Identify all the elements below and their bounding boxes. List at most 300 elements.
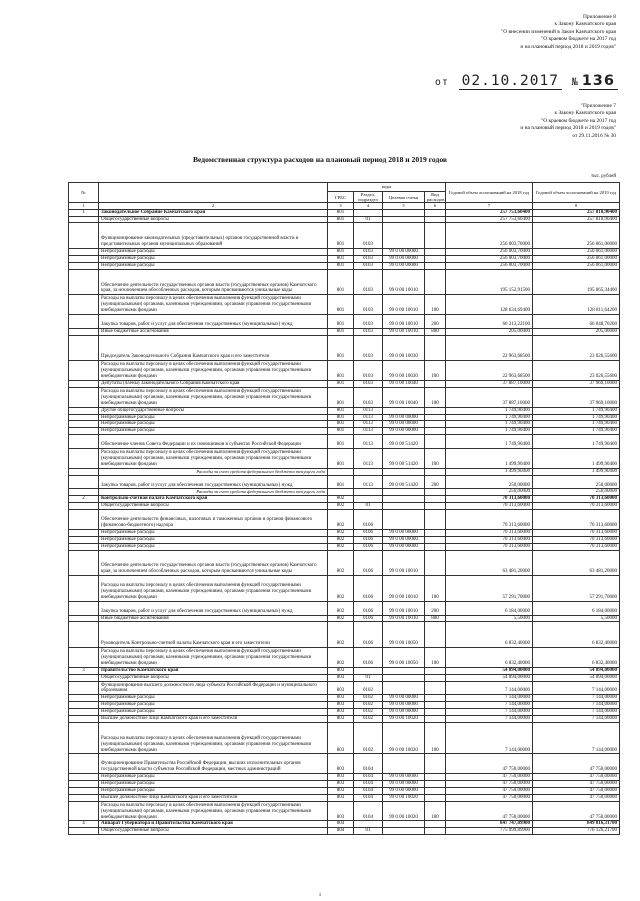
row-target: 99 0 00 10040 (383, 381, 425, 388)
table-row (69, 449, 620, 469)
row-grbs: 803 (328, 702, 354, 709)
column-index-cell: 6 (425, 203, 446, 209)
row-amount-2019: 7 144,00000 (533, 681, 620, 695)
row-razdel: 0103 (354, 381, 383, 388)
row-vid (425, 503, 446, 510)
row-number (69, 262, 99, 269)
row-name: Расходы за счет средств федерального бюджета текущего года (99, 489, 328, 496)
row-name: Правительство Камчатского края (99, 667, 328, 674)
row-target: 99 0 00 10010 (383, 315, 425, 329)
table-row (69, 787, 620, 794)
row-number (69, 576, 99, 602)
row-number (69, 801, 99, 821)
row-name: Непрограммные расходы (99, 695, 328, 702)
row-grbs: 803 (328, 754, 354, 774)
row-razdel: 0106 (354, 529, 383, 536)
row-amount-2019: 7 144,00000 (533, 722, 620, 754)
row-number (69, 543, 99, 550)
stamp-no-label: № (571, 77, 579, 88)
row-vid: 200 (425, 475, 446, 489)
table-row (69, 328, 620, 335)
row-number (69, 421, 99, 428)
row-name: Аппарат Губернатора и Правительства Камчатского края (99, 821, 328, 828)
row-target: 99 0 00 00000 (383, 709, 425, 716)
row-target (383, 216, 425, 223)
row-vid (425, 550, 446, 576)
table-row (69, 622, 620, 648)
table-row (69, 414, 620, 421)
row-number (69, 681, 99, 695)
table-row (69, 381, 620, 388)
row-grbs: 801 (328, 335, 354, 361)
row-amount-2018: 7 144,00000 (446, 709, 533, 716)
table-note-row (69, 489, 620, 496)
row-vid (425, 489, 446, 496)
col-header-codes: коды (328, 183, 446, 192)
row-target: 99 0 00 10040 (383, 387, 425, 407)
row-grbs: 802 (328, 622, 354, 648)
row-vid (425, 709, 446, 716)
row-number (69, 335, 99, 361)
table-note-row (69, 468, 620, 475)
table-body (69, 209, 620, 835)
stamp-prefix: от (434, 77, 449, 88)
table-row (69, 335, 620, 361)
table-row (69, 421, 620, 428)
row-amount-2018: 70 313,60000 (446, 510, 533, 530)
row-amount-2019: 7 144,00000 (533, 716, 620, 723)
header-line: "О внесении изменений в Закон Камчатского края (501, 28, 616, 35)
row-name: Функционирование высшего должностного лица субъекта Российской Федерации и муниципального образования (99, 681, 328, 695)
row-razdel: 0103 (354, 328, 383, 335)
row-grbs: 801 (328, 223, 354, 249)
row-vid (425, 695, 446, 702)
row-amount-2018: 1 749,90400 (446, 428, 533, 435)
table-row (69, 361, 620, 381)
row-number (69, 295, 99, 315)
row-name: Непрограммные расходы (99, 414, 328, 421)
stamp-number: 136 (579, 73, 618, 90)
row-amount-2018: 66 313,22100 (446, 315, 533, 329)
row-name: Председатель Законодательного Собрания Камчатского края и его заместители (99, 335, 328, 361)
row-name: Непрограммные расходы (99, 536, 328, 543)
row-number (69, 648, 99, 668)
row-vid: 100 (425, 361, 446, 381)
row-razdel (354, 496, 383, 503)
row-number (69, 414, 99, 421)
row-razdel: 0106 (354, 576, 383, 602)
row-number (69, 428, 99, 435)
row-razdel: 0113 (354, 414, 383, 421)
table-row (69, 702, 620, 709)
row-grbs: 803 (328, 709, 354, 716)
row-vid (425, 262, 446, 269)
row-name: Обеспечение деятельности государственных органов власти (государственных органов) Камчатского края, за исключением обособленных расходов, которым присваиваются уникальные коды (99, 269, 328, 295)
row-amount-2019: 6 832,40000 (533, 622, 620, 648)
row-grbs: 803 (328, 794, 354, 801)
row-amount-2018: 847 747,09900 (446, 821, 533, 828)
row-grbs: 801 (328, 209, 354, 216)
row-amount-2019: 63 481,20000 (533, 550, 620, 576)
row-razdel: 0103 (354, 269, 383, 295)
row-razdel: 0103 (354, 315, 383, 329)
row-razdel: 0103 (354, 262, 383, 269)
row-number: 4 (69, 821, 99, 828)
row-vid (425, 794, 446, 801)
col-header-name (99, 183, 328, 203)
table-row (69, 295, 620, 315)
row-target (383, 489, 425, 496)
row-grbs (328, 489, 354, 496)
row-razdel: 0106 (354, 543, 383, 550)
col-header-2018: Годовой объем ассигнований на 2018 год (446, 183, 533, 203)
column-index-cell: 3 (328, 203, 354, 209)
row-amount-2019: 47 750,00000 (533, 794, 620, 801)
column-index-cell: 2 (99, 203, 328, 209)
row-grbs: 801 (328, 387, 354, 407)
table-row (69, 695, 620, 702)
row-amount-2019: 1 499,90400 (533, 468, 620, 475)
row-amount-2018: 63 481,20000 (446, 550, 533, 576)
row-number (69, 601, 99, 615)
row-vid: 200 (425, 315, 446, 329)
row-amount-2019: 1 749,90400 (533, 421, 620, 428)
row-target: 99 0 00 51420 (383, 475, 425, 489)
row-name: Общегосударственные вопросы (99, 503, 328, 510)
row-vid (425, 407, 446, 414)
table-row (69, 249, 620, 256)
row-number (69, 489, 99, 496)
row-target: 99 0 00 51420 (383, 449, 425, 469)
row-grbs: 802 (328, 503, 354, 510)
row-name: Функционирование законодательных (представительных) органов государственной власти и представительных органов муниципальных образований (99, 223, 328, 249)
row-vid (425, 754, 446, 774)
row-razdel: 0113 (354, 421, 383, 428)
row-razdel: 0103 (354, 295, 383, 315)
row-amount-2019: 256 061,00000 (533, 223, 620, 249)
row-razdel: 0102 (354, 709, 383, 716)
row-amount-2018: 47 750,00000 (446, 801, 533, 821)
row-grbs: 801 (328, 255, 354, 262)
row-name: Высшее должностное лицо Камчатского края и его заместители (99, 794, 328, 801)
row-amount-2018: 70 313,60000 (446, 529, 533, 536)
row-target: 99 0 00 00000 (383, 529, 425, 536)
row-name: Расходы на выплаты персоналу в целях обеспечения выполнения функций государственными (муниципальными) органами, казенными учреждениями, органами управления государственными внебюджетными фондами (99, 295, 328, 315)
column-index-cell: 1 (69, 203, 99, 209)
row-name: Непрограммные расходы (99, 543, 328, 550)
row-name: Законодательное Собрание Камчатского края (99, 209, 328, 216)
row-number (69, 315, 99, 329)
row-razdel (354, 667, 383, 674)
row-target (383, 223, 425, 249)
row-grbs: 804 (328, 828, 354, 835)
row-number (69, 223, 99, 249)
row-grbs: 801 (328, 295, 354, 315)
col-header-no: № (69, 183, 99, 203)
table-row (69, 216, 620, 223)
row-vid: 100 (425, 295, 446, 315)
row-grbs: 803 (328, 774, 354, 781)
row-name: Обеспечение деятельности государственных органов власти (государственных органов) Камчатского края, за исключением обособленных расходов, которым присваиваются уникальные коды (99, 550, 328, 576)
row-amount-2019: 256 061,00000 (533, 249, 620, 256)
row-vid (425, 223, 446, 249)
col-header-vid: Вид расходов (425, 192, 446, 203)
table-row (69, 781, 620, 788)
row-vid (425, 667, 446, 674)
row-name: Непрограммные расходы (99, 774, 328, 781)
row-amount-2019: 5,50000 (533, 615, 620, 622)
row-amount-2018: 70 313,60000 (446, 496, 533, 503)
row-amount-2018: 250,00000 (446, 475, 533, 489)
row-amount-2019: 849 816,31700 (533, 821, 620, 828)
row-vid (425, 681, 446, 695)
row-name: Непрограммные расходы (99, 262, 328, 269)
row-target: 99 0 00 10020 (383, 722, 425, 754)
row-amount-2019: 7 144,00000 (533, 702, 620, 709)
table-row (69, 828, 620, 835)
header-line: Приложение 8 (583, 14, 616, 20)
table-row (69, 667, 620, 674)
row-number (69, 615, 99, 622)
row-name: Закупка товаров, работ и услуг для обеспечения государственных (муниципальных) нужд (99, 601, 328, 615)
row-grbs: 802 (328, 496, 354, 503)
row-target (383, 209, 425, 216)
row-number (69, 249, 99, 256)
row-vid (425, 702, 446, 709)
row-vid (425, 421, 446, 428)
row-grbs: 802 (328, 648, 354, 668)
row-number (69, 269, 99, 295)
row-amount-2018: 256 003,70000 (446, 255, 533, 262)
row-number (69, 781, 99, 788)
row-razdel: 0106 (354, 622, 383, 648)
row-grbs: 801 (328, 328, 354, 335)
row-target (383, 496, 425, 503)
row-amount-2018: 54 894,00000 (446, 667, 533, 674)
row-name: Расходы на выплаты персоналу в целях обеспечения выполнения функций государственными (муниципальными) органами, казенными учреждениями, органами управления государственными внебюджетными фондами (99, 648, 328, 668)
table-row (69, 709, 620, 716)
row-amount-2019: 128 811,64200 (533, 295, 620, 315)
row-name: Непрограммные расходы (99, 529, 328, 536)
row-number (69, 387, 99, 407)
row-amount-2018: 54 894,00000 (446, 674, 533, 681)
row-amount-2018: 6 184,00000 (446, 601, 533, 615)
row-razdel: 0104 (354, 774, 383, 781)
col-header-2019: Годовой объем ассигнований на 2019 год (533, 183, 620, 203)
header-line: к Закону Камчатского края (554, 110, 616, 117)
row-number (69, 449, 99, 469)
row-razdel: 0104 (354, 794, 383, 801)
row-target: 99 0 00 10010 (383, 328, 425, 335)
row-amount-2019: 70 313,60000 (533, 503, 620, 510)
row-vid (425, 543, 446, 550)
row-name: Непрограммные расходы (99, 255, 328, 262)
row-vid: 200 (425, 601, 446, 615)
table-row (69, 774, 620, 781)
date-number-stamp (435, 73, 618, 89)
row-amount-2018: 1 499,90400 (446, 468, 533, 475)
row-razdel: 0103 (354, 249, 383, 256)
row-grbs: 802 (328, 536, 354, 543)
row-vid (425, 821, 446, 828)
row-razdel: 0106 (354, 536, 383, 543)
row-amount-2019: 23 026,55600 (533, 361, 620, 381)
row-razdel: 0113 (354, 435, 383, 449)
row-grbs: 804 (328, 821, 354, 828)
table-row (69, 615, 620, 622)
row-vid (425, 381, 446, 388)
row-amount-2019: 47 750,00000 (533, 787, 620, 794)
table-row (69, 223, 620, 249)
row-razdel: 0106 (354, 601, 383, 615)
row-amount-2018: 57 291,70000 (446, 576, 533, 602)
row-amount-2019: 7 144,00000 (533, 695, 620, 702)
row-name: Расходы на выплаты персоналу в целях обеспечения выполнения функций государственными (муниципальными) органами, казенными учреждениями, органами управления государственными внебюджетными фондами (99, 576, 328, 602)
row-amount-2018: 1 749,90400 (446, 435, 533, 449)
row-vid (425, 536, 446, 543)
row-razdel (354, 489, 383, 496)
table-row (69, 794, 620, 801)
row-number (69, 674, 99, 681)
row-target (383, 821, 425, 828)
row-vid: 100 (425, 722, 446, 754)
table-row (69, 503, 620, 510)
row-razdel: 01 (354, 503, 383, 510)
row-number (69, 622, 99, 648)
row-amount-2019: 6 832,40000 (533, 648, 620, 668)
row-amount-2018: 22 963,68500 (446, 335, 533, 361)
row-grbs: 802 (328, 615, 354, 622)
row-grbs: 802 (328, 510, 354, 530)
row-amount-2018: 195 152,91500 (446, 269, 533, 295)
row-target (383, 667, 425, 674)
row-amount-2018: 70 313,60000 (446, 543, 533, 550)
row-target: 99 0 00 00000 (383, 702, 425, 709)
row-grbs: 803 (328, 681, 354, 695)
row-amount-2019: 250,00000 (533, 475, 620, 489)
row-amount-2019: 195 065,34400 (533, 269, 620, 295)
row-target: 99 0 00 00000 (383, 249, 425, 256)
row-grbs: 801 (328, 449, 354, 469)
table-row (69, 648, 620, 668)
row-target: 99 0 00 00000 (383, 255, 425, 262)
row-target: 99 0 00 00000 (383, 428, 425, 435)
row-vid: 800 (425, 615, 446, 622)
header-line: "Приложение 7 (580, 103, 616, 109)
row-amount-2018: 70 313,60000 (446, 536, 533, 543)
table-row (69, 543, 620, 550)
row-target: 99 0 00 10030 (383, 361, 425, 381)
row-target: 99 0 00 10050 (383, 622, 425, 648)
row-vid (425, 216, 446, 223)
column-index-cell: 7 (446, 203, 533, 209)
table-row (69, 576, 620, 602)
table-row (69, 821, 620, 828)
row-razdel: 0106 (354, 510, 383, 530)
header-line: "О краевом бюджете на 2017 год (541, 117, 616, 124)
row-vid: 100 (425, 387, 446, 407)
row-name: Непрограммные расходы (99, 249, 328, 256)
col-header-grbs: ГРБС (328, 192, 354, 203)
row-target: 99 0 00 10020 (383, 801, 425, 821)
row-number (69, 787, 99, 794)
row-amount-2018: 257 753,60400 (446, 209, 533, 216)
units-label: тыс. рублей (591, 174, 616, 179)
row-target (383, 754, 425, 774)
row-vid (425, 622, 446, 648)
row-amount-2019: 6 184,00000 (533, 601, 620, 615)
appendix-header-bottom (520, 103, 616, 140)
row-number (69, 468, 99, 475)
row-razdel: 0104 (354, 801, 383, 821)
row-razdel: 0103 (354, 223, 383, 249)
row-razdel: 01 (354, 828, 383, 835)
row-target (383, 681, 425, 695)
row-amount-2018: 7 144,00000 (446, 702, 533, 709)
row-number (69, 828, 99, 835)
row-target: 99 0 00 00000 (383, 543, 425, 550)
table-row (69, 510, 620, 530)
row-amount-2019: 70 313,60000 (533, 496, 620, 503)
row-amount-2018: 1 749,90400 (446, 414, 533, 421)
row-vid (425, 716, 446, 723)
table-row (69, 407, 620, 414)
row-name: Обеспечение деятельности финансовых, налоговых и таможенных органов и органов финансового (финансово-бюджетного) надзора (99, 510, 328, 530)
row-amount-2018: 1 499,90400 (446, 449, 533, 469)
table-row (69, 209, 620, 216)
row-target: 99 0 00 10010 (383, 576, 425, 602)
row-name: Непрограммные расходы (99, 781, 328, 788)
row-amount-2018: 70 313,60000 (446, 503, 533, 510)
row-razdel: 0113 (354, 407, 383, 414)
row-number (69, 695, 99, 702)
row-amount-2018: 6 832,40000 (446, 648, 533, 668)
row-amount-2018: 256 003,70000 (446, 223, 533, 249)
row-grbs: 802 (328, 529, 354, 536)
row-target: 99 0 00 10050 (383, 648, 425, 668)
row-vid (425, 269, 446, 295)
table-row (69, 435, 620, 449)
row-grbs: 802 (328, 601, 354, 615)
appendix-header-top (501, 14, 616, 51)
row-number: 1 (69, 209, 99, 216)
row-name: Обеспечение членов Совета Федерации и их помощников в субъектах Российской Федерации (99, 435, 328, 449)
row-amount-2019: 47 750,00000 (533, 801, 620, 821)
row-amount-2019: 37 969,10000 (533, 381, 620, 388)
row-amount-2019: 256 061,00000 (533, 262, 620, 269)
table-row (69, 262, 620, 269)
row-target: 99 0 00 51420 (383, 435, 425, 449)
table-row (69, 475, 620, 489)
row-number (69, 529, 99, 536)
table-row (69, 255, 620, 262)
row-grbs (328, 468, 354, 475)
row-number (69, 702, 99, 709)
row-number (69, 381, 99, 388)
row-razdel (354, 821, 383, 828)
row-vid: 100 (425, 648, 446, 668)
row-razdel: 0113 (354, 428, 383, 435)
row-grbs: 802 (328, 550, 354, 576)
column-index-cell: 8 (533, 203, 620, 209)
row-amount-2018: 37 887,10000 (446, 381, 533, 388)
row-amount-2018: 47 750,00000 (446, 774, 533, 781)
row-name: Общегосударственные вопросы (99, 674, 328, 681)
row-grbs: 801 (328, 216, 354, 223)
row-amount-2019: 66 048,70200 (533, 315, 620, 329)
row-amount-2019: 1 749,90400 (533, 407, 620, 414)
header-line: от 29.11.2016 № 30 (572, 132, 616, 139)
